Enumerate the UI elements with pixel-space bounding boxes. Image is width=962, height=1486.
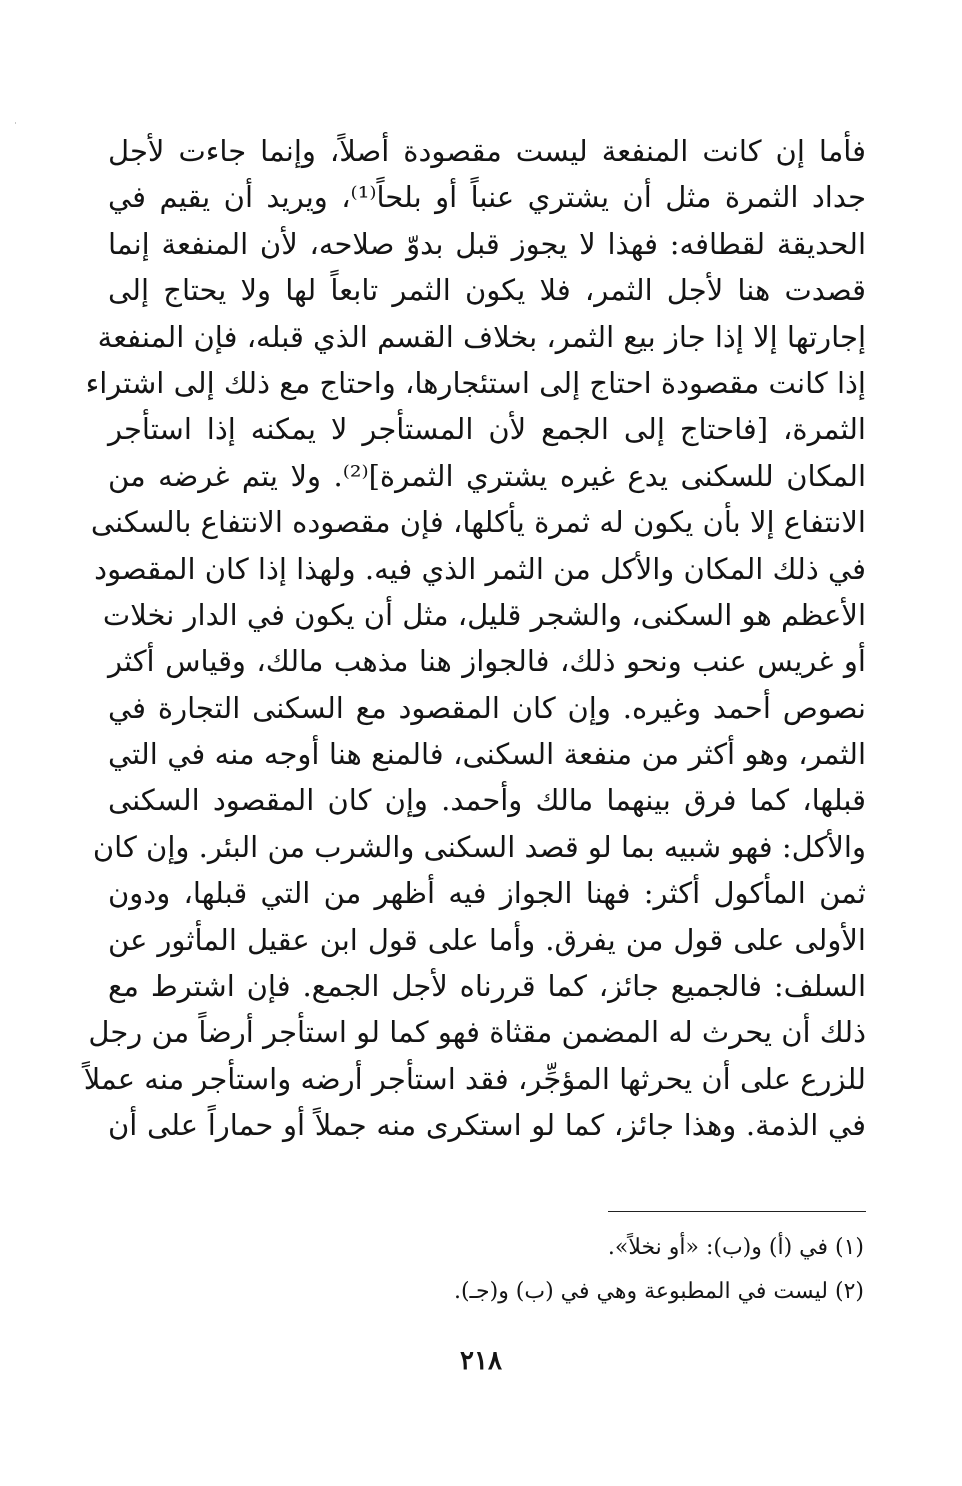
text-line-7: الثمرة، [فاحتاج إلى الجمع لأن المستأجر لا يمكنه إذا استأجر	[108, 412, 866, 447]
text-line-12: أو غريس عنب ونحو ذلك، فالجواز هنا مذهب مالك، وقياس أكثر	[108, 644, 866, 679]
text-line-9: الانتفاع إلا بأن يكون له ثمرة يأكلها، فإن مقصوده الانتفاع بالسكنى	[90, 505, 866, 540]
text-line-10: في ذلك المكان والأكل من الثمر الذي فيه. ولهذا إذا كان المقصود	[94, 551, 866, 586]
text-line-14: الثمر، وهو أكثر من منفعة السكنى، فالمنع هنا أوجه منه في التي	[108, 737, 866, 772]
text-line-15: قبلها، كما فرق بينهما مالك وأحمد. وإن كان المقصود السكنى	[108, 783, 866, 818]
text-line-22: في الذمة. وهذا جائز، كما لو استكرى منه جملاً أو حماراً على أن	[108, 1108, 866, 1143]
text-line-1: فأما إن كانت المنفعة ليست مقصودة أصلاً، وإنما جاءت لأجل	[108, 134, 866, 168]
text-line-19: السلف: فالجميع جائز، كما قررناه لأجل الجمع. فإن اشترط مع	[108, 969, 866, 1004]
text-line-3: الحديقة لقطافه: فهذا لا يجوز قبل بدوّ صلاحه، لأن المنفعة إنما	[108, 226, 866, 261]
text-line-11: الأعظم هو السكنى، والشجر قليل، مثل أن يكون في الدار نخلات	[102, 597, 866, 632]
footnote-2: (٢) ليست في المطبوعة وهي في (ب) و(جـ).	[453, 1279, 864, 1304]
margin-mark	[15, 122, 16, 124]
text-line-4: قصدت هنا لأجل الثمر، فلا يكون الثمر تابعاً لها ولا يحتاج إلى	[108, 273, 866, 308]
footnote-separator	[608, 1211, 866, 1212]
footnote-1: (١) في (أ) و(ب): «أو نخلاً».	[607, 1235, 864, 1260]
text-line-2: جداد الثمرة مثل أن يشتري عنباً أو بلحاً⁽¹⁾، ويريد أن يقيم في	[108, 180, 866, 215]
page-number: ٢١٨	[460, 1346, 502, 1376]
text-line-17: ثمن المأكول أكثر: فهنا الجواز فيه أظهر من التي قبلها، ودون	[108, 876, 866, 911]
main-text-block	[83, 128, 866, 1149]
footnotes-block	[164, 1226, 864, 1314]
text-line-5: إجارتها إلا إذا جاز بيع الثمر، بخلاف القسم الذي قبله، فإن المنفعة	[97, 319, 866, 354]
text-line-21: للزرع على أن يحرثها المؤجِّر، فقد استأجر أرضه واستأجر منه عملاً	[83, 1061, 866, 1096]
text-line-18: الأولى على قول من يفرق. وأما على قول ابن عقيل المأثور عن	[108, 922, 866, 957]
text-line-6: إذا كانت مقصودة احتاج إلى استئجارها، واحتاج مع ذلك إلى اشتراء	[85, 365, 866, 400]
text-line-16: والأكل: فهو شبيه بما لو قصد السكنى والشرب من البئر. وإن كان	[92, 829, 866, 864]
text-line-8: المكان للسكنى يدع غيره يشتري الثمرة]⁽²⁾. ولا يتم غرضه من	[108, 458, 866, 493]
text-line-13: نصوص أحمد وغيره. وإن كان المقصود مع السكنى التجارة في	[108, 690, 866, 725]
text-line-20: ذلك أن يحرث له المضمن مقثاة فهو كما لو استأجر أرضاً من رجل	[88, 1015, 866, 1050]
